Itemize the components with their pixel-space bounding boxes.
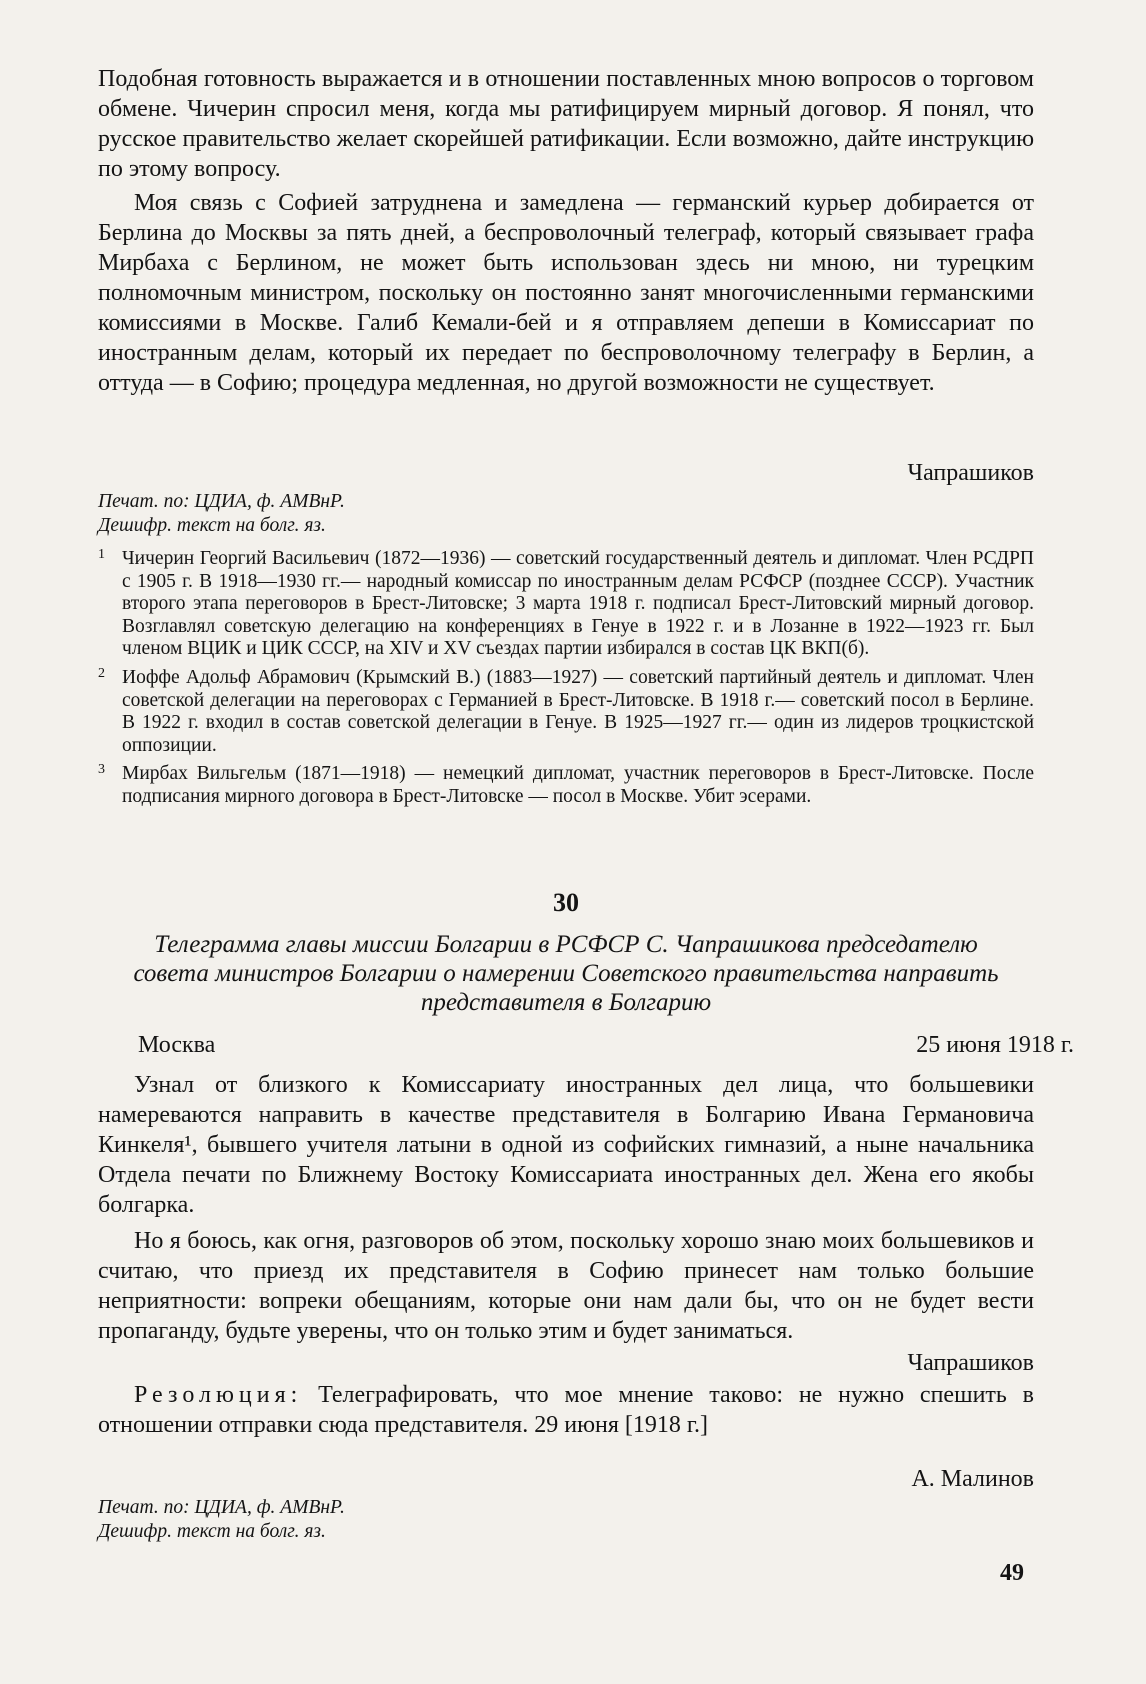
signature: Чапрашиков	[907, 460, 1034, 486]
resolution-text: Телеграфировать, что мое мнение таково: не нужно спешить в отношении отправки сюда представителя. 29 июня [1918 г.]	[98, 1382, 1035, 1438]
footnote-number: 1	[98, 547, 105, 562]
document-number: 30	[553, 888, 579, 917]
footnote-text: Чичерин Георгий Васильевич (1872—1936) — советский государственный деятель и дипломат. Член РСДРП с 1905 г. В 1918—1930 гг.— народный комиссар по иностранным делам РСФСР (позднее СССР). Участник второго этапа переговоров в Брест-Литовске; 3 марта 1918 г. подписал Брест-Литовский мирный договор. Возглавлял советскую делегацию на конференциях в Генуе в 1922 г. и в Лозанне в 1922—1923 гг. Был членом ВЦИК и ЦИК СССР, на XIV и XV съездах партии избирался в состав ЦК ВКП(б).	[122, 548, 1034, 660]
document-title: Телеграмма главы миссии Болгарии в РСФСР С. Чапрашикова председателю совета министров Болгарии о намерении Советского правительства направить представителя в Болгарию	[133, 931, 999, 1016]
source-note	[98, 490, 1034, 538]
paragraph: Моя связь с Софией затруднена и замедлена — германский курьер добирается от Берлина до Москвы за пять дней, а беспроволочный телеграф, который связывает графа Мирбаха с Берлином, не может быть использован здесь ни мною, ни турецким полномочным министром, поскольку он постоянно занят многочисленными германскими комиссиями в Москве. Галиб Кемали-бей и я отправляем депеши в Комиссариат по иностранным делам, который их передает по беспроволочному телеграфу в Берлин, а оттуда — в Софию; процедура медленная, но другой возможности не существует.	[98, 190, 1034, 396]
footnote-text: Иоффе Адольф Абрамович (Крымский В.) (1883—1927) — советский партийный деятель и дипломат. Член советской делегации на переговорах с Германией в Брест-Литовске. В 1918 г.— советский посол в Берлине. В 1922 г. входил в состав советской делегации в Генуе. В 1925—1927 гг.— один из лидеров троцкистской оппозиции.	[122, 666, 1034, 756]
footnote-text: Мирбах Вильгельм (1871—1918) — немецкий дипломат, участник переговоров в Брест-Литовске. После подписания мирного договора в Брест-Литовске — посол в Москве. Убит эсерами.	[122, 763, 1034, 807]
footnote	[98, 663, 1034, 757]
document-body	[98, 1070, 1034, 1346]
resolution-signature: А. Малинов	[911, 1466, 1034, 1492]
paragraph: Но я боюсь, как огня, разговоров об этом, поскольку хорошо знаю моих большевиков и считаю, что приезд их представителя в Софию принесет нам только большие неприятности: вопреки обещаниям, которые они нам дали бы, что он не будет вести пропаганду, будьте уверены, что он только этим и будет заниматься.	[98, 1228, 1034, 1344]
place-date-line	[98, 1030, 1074, 1060]
source-line: Дешифр. текст на болг. яз.	[98, 1521, 326, 1542]
signature: Чапрашиков	[907, 1350, 1034, 1376]
page-number: 49	[1000, 1560, 1024, 1586]
paragraph: Подобная готовность выражается и в отношении поставленных мною вопросов о торговом обмене. Чичерин спросил меня, когда мы ратифицируем мирный договор. Я понял, что русское правительство желает скорейшей ратификации. Если возможно, дайте инструкцию по этому вопросу.	[98, 66, 1034, 182]
document-place: Москва	[138, 1032, 216, 1058]
source-line: Печат. по: ЦДИА, ф. АМВнР.	[98, 491, 345, 512]
paragraph: Узнал от близкого к Комиссариату иностранных дел лица, что большевики намереваются направить в качестве представителя в Болгарию Ивана Германовича Кинкеля¹, бывшего учителя латыни в одной из софийских гимназий, а ныне начальника Отдела печати по Ближнему Востоку Комиссариата иностранных дел. Жена его якобы болгарка.	[98, 1072, 1034, 1218]
footnote-number: 3	[98, 762, 105, 778]
source-line: Дешифр. текст на болг. яз.	[98, 515, 326, 536]
footnote	[98, 759, 1034, 808]
document-date: 25 июня 1918 г.	[916, 1032, 1074, 1058]
footnote	[98, 544, 1034, 661]
resolution-label: Резолюция:	[134, 1382, 303, 1408]
previous-document-text	[98, 64, 1034, 398]
source-note	[98, 1496, 1034, 1544]
footnotes	[98, 544, 1034, 811]
resolution	[98, 1380, 1034, 1440]
source-line: Печат. по: ЦДИА, ф. АМВнР.	[98, 1497, 345, 1518]
footnote-number: 2	[98, 665, 105, 681]
